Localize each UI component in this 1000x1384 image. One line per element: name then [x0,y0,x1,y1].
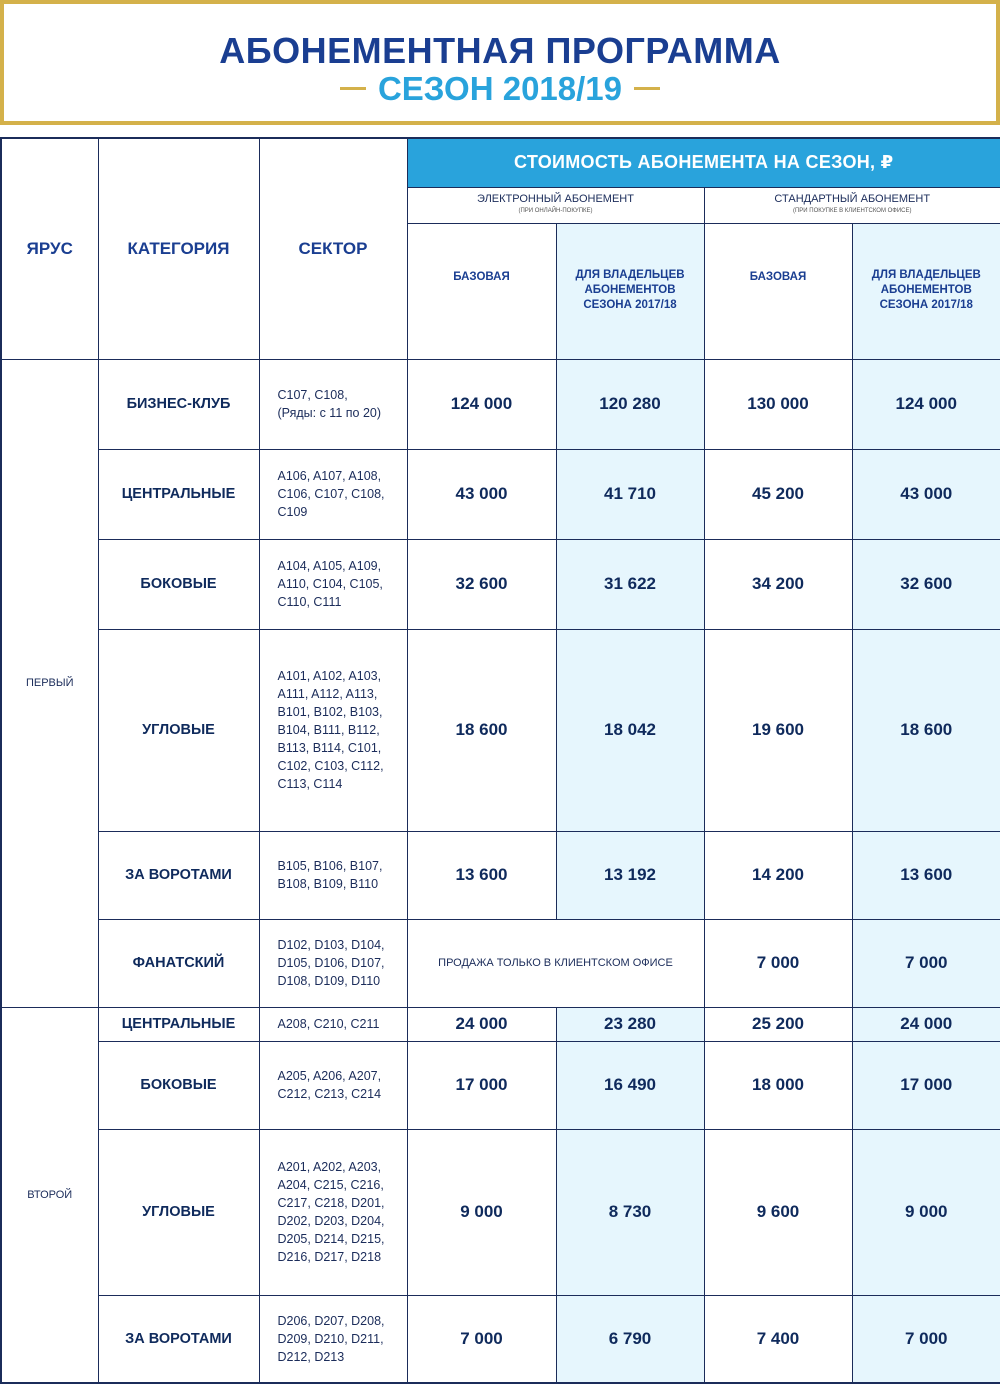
sector-cell [259,629,407,831]
gold-dash-right [634,87,660,90]
owner-line1: ДЛЯ ВЛАДЕЛЬЦЕВ [557,268,704,283]
sector-cell [259,1295,407,1383]
owner-line2: АБОНЕМЕНТОВ [557,283,704,298]
category-cell: ЦЕНТРАЛЬНЫЕ [98,1007,259,1041]
e-base-price: 124 000 [407,359,556,449]
sector-line: D209, D210, D211, [278,1330,401,1348]
e-owner-price: 8 730 [556,1129,704,1295]
e-owner-price: 41 710 [556,449,704,539]
s-base-price: 34 200 [704,539,852,629]
s-base-price: 9 600 [704,1129,852,1295]
standard-note: (ПРИ ПОКУПКЕ В КЛИЕНТСКОМ ОФИСЕ) [705,205,1000,217]
sector-line: B113, B114, C101, [278,739,401,757]
sector-line: C113, C114 [278,775,401,793]
category-cell: УГЛОВЫЕ [98,629,259,831]
sector-line: D102, D103, D104, [278,936,401,954]
sector-line: A204, C215, C216, [278,1176,401,1194]
header-e-base: БАЗОВАЯ [407,223,556,359]
e-base-price: 13 600 [407,831,556,919]
header-e-owner [556,223,704,359]
e-owner-price: 120 280 [556,359,704,449]
s-owner-price: 24 000 [852,1007,1000,1041]
s-base-price: 19 600 [704,629,852,831]
e-base-price: 32 600 [407,539,556,629]
s-owner-price: 124 000 [852,359,1000,449]
sector-cell [259,1041,407,1129]
category-cell: ЗА ВОРОТАМИ [98,831,259,919]
s-owner-price: 18 600 [852,629,1000,831]
sector-line: A201, A202, A203, [278,1158,401,1176]
sector-line: A101, A102, A103, [278,667,401,685]
sector-line: C102, C103, C112, [278,757,401,775]
table-row [1,919,1000,1007]
sector-line: D105, D106, D107, [278,954,401,972]
header-electronic [407,187,704,223]
e-base-price: 7 000 [407,1295,556,1383]
sector-line: D212, D213 [278,1348,401,1366]
category-cell: УГЛОВЫЕ [98,1129,259,1295]
table-row [1,629,1000,831]
e-owner-price: 31 622 [556,539,704,629]
table-row [1,1041,1000,1129]
owner-line1: ДЛЯ ВЛАДЕЛЬЦЕВ [853,268,1000,283]
s-base-price: 7 000 [704,919,852,1007]
sector-line: A111, A112, A113, [278,685,401,703]
category-cell: ЦЕНТРАЛЬНЫЕ [98,449,259,539]
header-s-owner [852,223,1000,359]
price-table [0,137,1000,1384]
standard-label: СТАНДАРТНЫЙ АБОНЕМЕНТ [774,193,930,205]
header-s-base: БАЗОВАЯ [704,223,852,359]
sector-cell [259,831,407,919]
s-base-price: 14 200 [704,831,852,919]
tier-first: ПЕРВЫЙ [1,359,98,1007]
gold-dash-left [340,87,366,90]
sector-line: D108, D109, D110 [278,972,401,990]
category-cell: БОКОВЫЕ [98,539,259,629]
sector-line: B108, B109, B110 [278,875,401,893]
title-banner [0,0,1000,125]
table-row [1,1295,1000,1383]
electronic-label: ЭЛЕКТРОННЫЙ АБОНЕМЕНТ [477,193,634,205]
e-base-price: 17 000 [407,1041,556,1129]
sector-line: C106, C107, C108, [278,485,401,503]
s-owner-price: 17 000 [852,1041,1000,1129]
header-sector: СЕКТОР [259,138,407,359]
e-owner-price: 16 490 [556,1041,704,1129]
category-cell: ЗА ВОРОТАМИ [98,1295,259,1383]
table-row [1,359,1000,449]
e-owner-price: 6 790 [556,1295,704,1383]
sector-line: A106, A107, A108, [278,467,401,485]
s-owner-price: 9 000 [852,1129,1000,1295]
e-base-price: 24 000 [407,1007,556,1041]
sector-cell [259,919,407,1007]
header-category: КАТЕГОРИЯ [98,138,259,359]
category-cell: ФАНАТСКИЙ [98,919,259,1007]
table-row [1,1007,1000,1041]
sector-line: A205, A206, A207, [278,1067,401,1085]
s-owner-price: 7 000 [852,1295,1000,1383]
sector-line: D205, D214, D215, [278,1230,401,1248]
header-standard [704,187,1000,223]
sector-line: C217, C218, D201, [278,1194,401,1212]
s-base-price: 45 200 [704,449,852,539]
category-cell: БОКОВЫЕ [98,1041,259,1129]
table-row [1,449,1000,539]
page-title: АБОНЕМЕНТНАЯ ПРОГРАММА [4,30,996,72]
office-only-note: ПРОДАЖА ТОЛЬКО В КЛИЕНТСКОМ ОФИСЕ [407,919,704,1007]
sector-line: C110, C111 [278,593,401,611]
sector-line: D216, D217, D218 [278,1248,401,1266]
e-owner-price: 23 280 [556,1007,704,1041]
sector-line: B104, B111, B112, [278,721,401,739]
sector-line: C212, C213, C214 [278,1085,401,1103]
sector-cell [259,539,407,629]
sector-cell [259,1007,407,1041]
e-owner-price: 18 042 [556,629,704,831]
sector-line: B105, B106, B107, [278,857,401,875]
season-subtitle [4,70,996,108]
s-base-price: 18 000 [704,1041,852,1129]
owner-line2: АБОНЕМЕНТОВ [853,283,1000,298]
e-base-price: 43 000 [407,449,556,539]
s-owner-price: 32 600 [852,539,1000,629]
sector-line: D202, D203, D204, [278,1212,401,1230]
table-row [1,539,1000,629]
category-cell: БИЗНЕС-КЛУБ [98,359,259,449]
sector-line: (Ряды: с 11 по 20) [278,404,401,422]
owner-line3: СЕЗОНА 2017/18 [557,298,704,313]
sector-line: A110, C104, C105, [278,575,401,593]
sector-line: B101, B102, B103, [278,703,401,721]
table-row [1,831,1000,919]
s-owner-price: 7 000 [852,919,1000,1007]
sector-cell [259,1129,407,1295]
season-label: СЕЗОН 2018/19 [378,70,622,107]
owner-line3: СЕЗОНА 2017/18 [853,298,1000,313]
e-base-price: 18 600 [407,629,556,831]
sector-cell [259,359,407,449]
header-tier: ЯРУС [1,138,98,359]
table-row [1,1129,1000,1295]
sector-line: D206, D207, D208, [278,1312,401,1330]
s-base-price: 25 200 [704,1007,852,1041]
sector-line: C107, C108, [278,386,401,404]
header-cost: СТОИМОСТЬ АБОНЕМЕНТА НА СЕЗОН, ₽ [407,138,1000,187]
s-owner-price: 43 000 [852,449,1000,539]
sector-line: A104, A105, A109, [278,557,401,575]
sector-line: C109 [278,503,401,521]
e-base-price: 9 000 [407,1129,556,1295]
sector-cell [259,449,407,539]
s-base-price: 130 000 [704,359,852,449]
sector-line: A208, C210, C211 [278,1015,401,1033]
tier-second: ВТОРОЙ [1,1007,98,1383]
electronic-note: (ПРИ ОНЛАЙН-ПОКУПКЕ) [408,205,704,217]
e-owner-price: 13 192 [556,831,704,919]
s-owner-price: 13 600 [852,831,1000,919]
s-base-price: 7 400 [704,1295,852,1383]
